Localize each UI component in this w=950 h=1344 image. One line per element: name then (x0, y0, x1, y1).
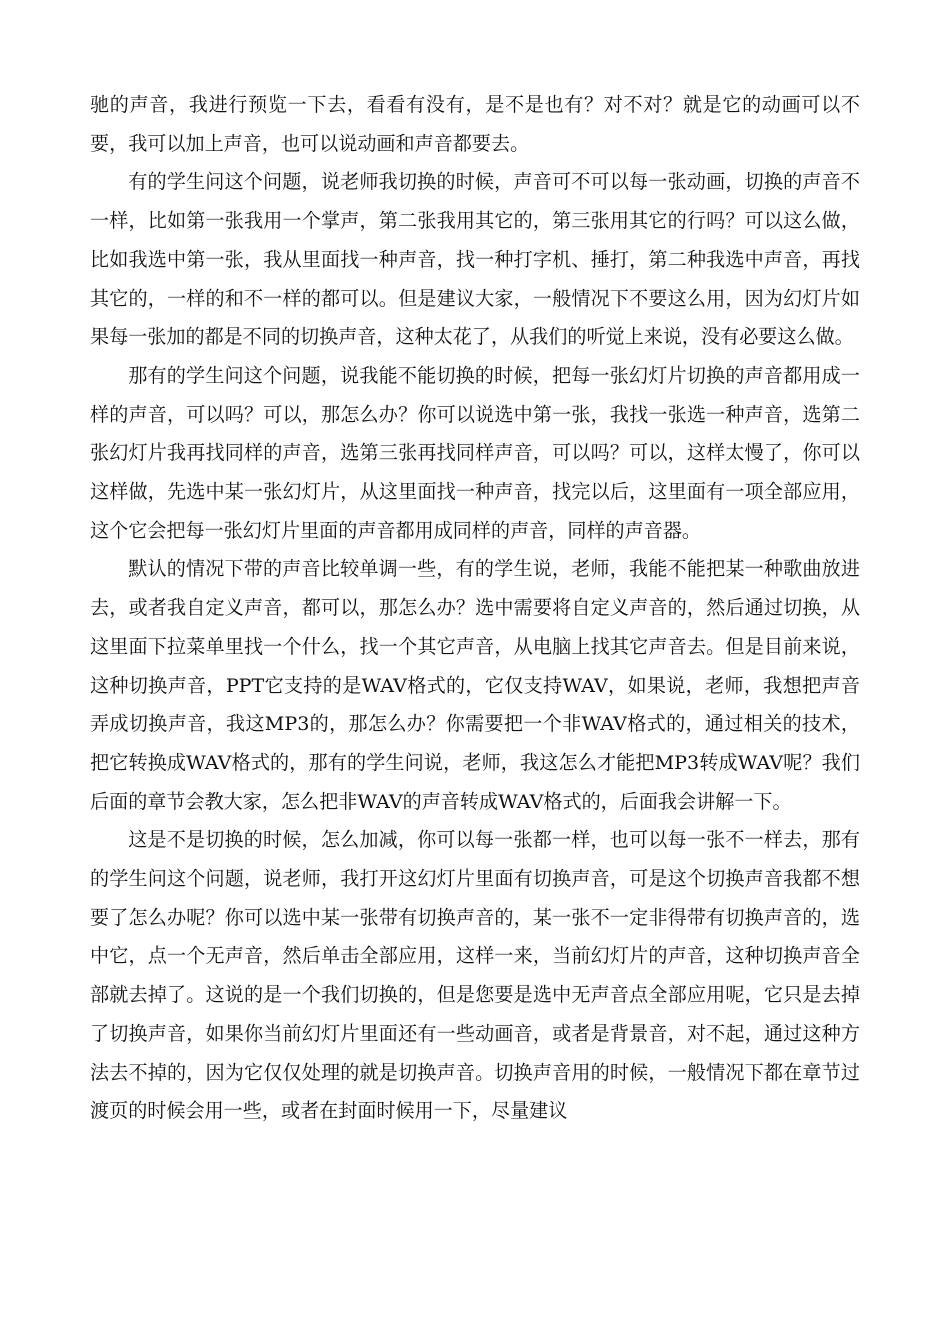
paragraph-1: 驰的声音，我进行预览一下去，看看有没有，是不是也有？对不对？就是它的动画可以不要，我可以加上声音，也可以说动画和声音都要去。 (90, 93, 860, 155)
document-page (90, 86, 860, 1131)
paragraph-3: 那有的学生问这个问题，说我能不能切换的时候，把每一张幻灯片切换的声音都用成一样的声音，可以吗？可以，那怎么办？你可以说选中第一张，我找一张选一种声音，选第二张幻灯片我再找同样的声音，选第三张再找同样声音，可以吗？可以，这样太慢了，你可以这样做，先选中某一张幻灯片，从这里面找一种声音，找完以后，这里面有一项全部应用，这个它会把每一张幻灯片里面的声音都用成同样的声音，同样的声音器。 (90, 363, 860, 542)
paragraph-4: 默认的情况下带的声音比较单调一些，有的学生说，老师，我能不能把某一种歌曲放进去，或者我自定义声音，都可以，那怎么办？选中需要将自定义声音的，然后通过切换，从这里面下拉菜单里找一个什么，找一个其它声音，从电脑上找其它声音去。但是目前来说，这种切换声音，PPT它支持的是WAV格式的，它仅支持WAV，如果说，老师，我想把声音弄成切换声音，我这MP3的，那怎么办？你需要把一个非WAV格式的，通过相关的技术，把它转换成WAV格式的，那有的学生问说，老师，我这怎么才能把MP3转成WAV呢？我们后面的章节会教大家，怎么把非WAV的声音转成WAV格式的，后面我会讲解一下。 (90, 557, 860, 813)
paragraph-2: 有的学生问这个问题，说老师我切换的时候，声音可不可以每一张动画，切换的声音不一样，比如第一张我用一个掌声，第二张我用其它的，第三张用其它的行吗？可以这么做，比如我选中第一张，我从里面找一种声音，找一种打字机、捶打，第二种我选中声音，再找其它的，一样的和不一样的都可以。但是建议大家，一般情况下不要这么用，因为幻灯片如果每一张加的都是不同的切换声音，这种太花了，从我们的听觉上来说，没有必要这么做。 (90, 170, 860, 349)
paragraph-5: 这是不是切换的时候，怎么加减，你可以每一张都一样，也可以每一张不一样去，那有的学生问这个问题，说老师，我打开这幻灯片里面有切换声音，可是这个切换声音我都不想要了怎么办呢？你可以选中某一张带有切换声音的，某一张不一定非得带有切换声音的，选中它，点一个无声音，然后单击全部应用，这样一来，当前幻灯片的声音，这种切换声音全部就去掉了。这说的是一个我们切换的，但是您要是选中无声音点全部应用呢，它只是去掉了切换声音，如果你当前幻灯片里面还有一些动画音，或者是背景音，对不起，通过这种方法去不掉的，因为它仅仅处理的就是切换声音。切换声音用的时候，一般情况下都在章节过渡页的时候会用一些，或者在封面时候用一下，尽量建议 (90, 828, 860, 1123)
